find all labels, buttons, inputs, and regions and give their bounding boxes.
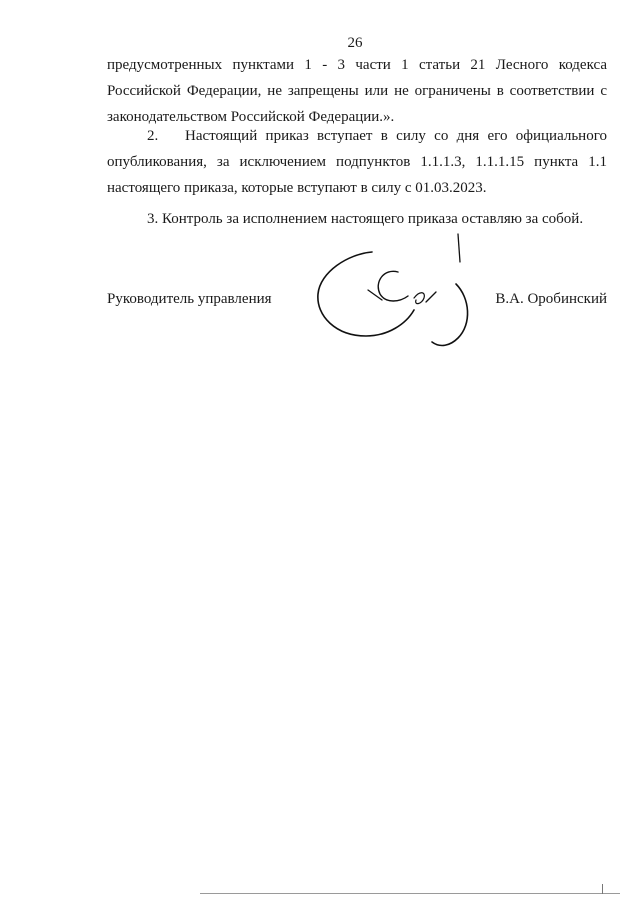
paragraph-item-2 [107, 123, 607, 201]
scan-edge-tick [602, 884, 603, 894]
scan-edge-line [200, 893, 620, 894]
page-number: 26 [347, 35, 363, 51]
signatory-name: В.А. Оробинский [495, 291, 607, 307]
continuation-paragraph [107, 52, 607, 130]
signatory-position: Руководитель управления [107, 291, 272, 307]
item-3-text: 3. Контроль за исполнением настоящего приказа оставляю за собой. [147, 211, 584, 227]
item-2-number: 2. [147, 128, 159, 144]
item-2-text: Настоящий приказ вступает в силу со дня его официального опубликования, за исключением подпунктов 1.1.1.3, 1.1.1.15 пункта 1.1 настоящего приказа, которые вступают в силу с 01.03.2023. [107, 128, 607, 196]
continuation-text: предусмотренных пунктами 1 - 3 части 1 статьи 21 Лесного кодекса Российской Федерации, не запрещены или не ограничены в соответствии с законодательством Российской Федерации.». [107, 57, 607, 125]
handwritten-signature-icon [310, 232, 490, 352]
paragraph-item-3 [107, 206, 607, 232]
